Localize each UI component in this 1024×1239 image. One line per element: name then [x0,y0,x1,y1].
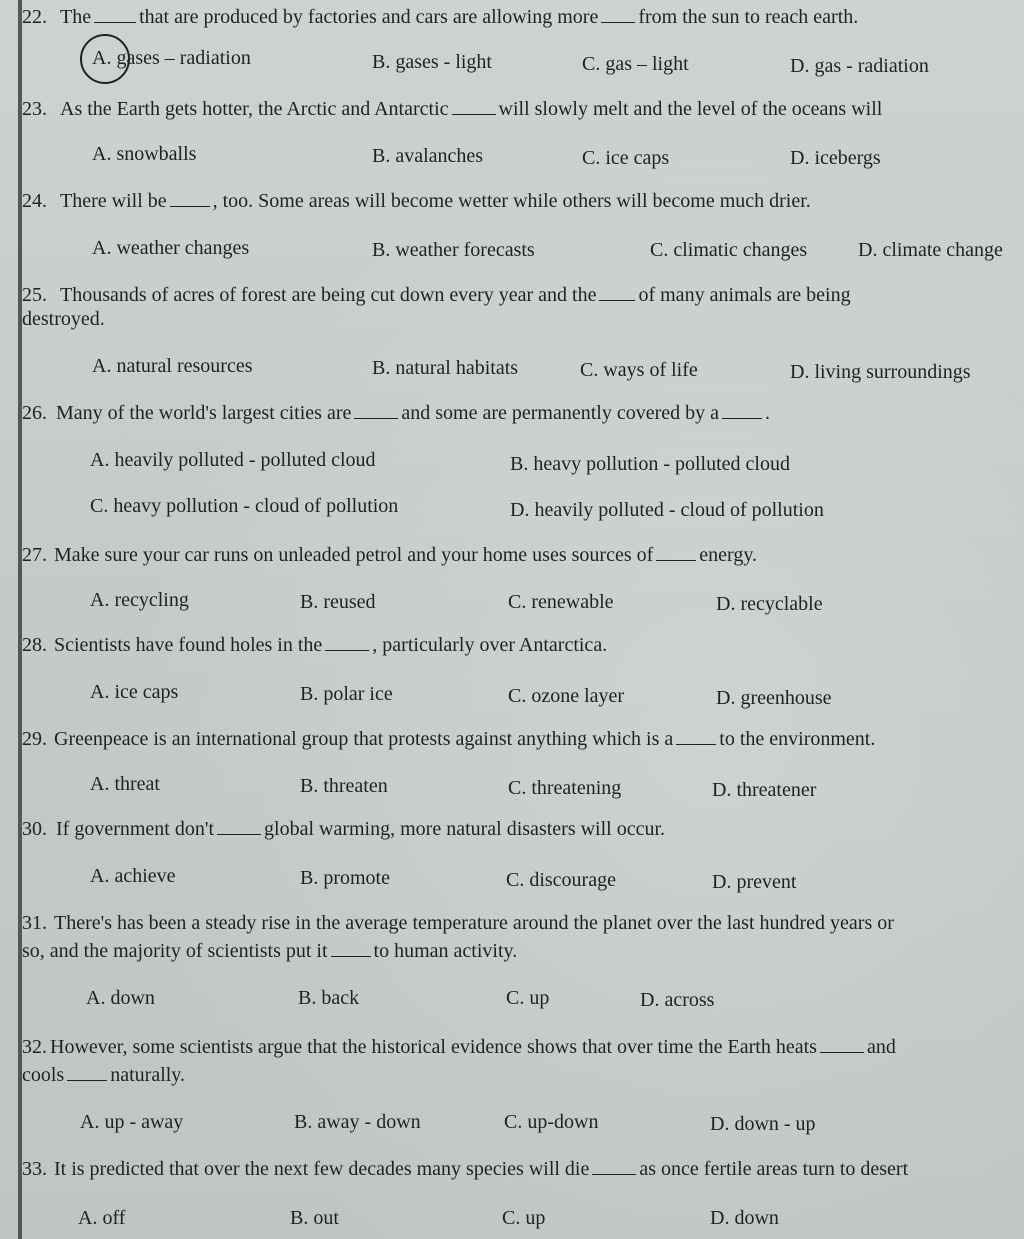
option-d: D. recyclable [716,593,823,615]
option-d: D. greenhouse [716,687,832,709]
option-c: C. heavy pollution - cloud of pollution [90,495,399,517]
question-continuation: cools naturally. [22,1064,186,1086]
option-b: B. threaten [300,775,388,797]
option-a: A. snowballs [92,143,197,165]
option-b: B. back [298,987,360,1009]
question-stem: The that are produced by factories and cars are allowing more from the sun to reach earth. [60,6,859,28]
answer-blank [601,4,635,23]
option-c: C. discourage [506,869,616,891]
answer-blank [599,282,635,301]
answer-blank [331,938,371,957]
option-b: B. avalanches [372,145,484,167]
option-b: B. promote [300,867,390,889]
option-c: C. renewable [508,591,614,613]
option-c: C. ozone layer [508,685,625,707]
option-c: C. climatic changes [650,239,808,261]
question-number: 23. [22,98,47,120]
option-b: B. out [290,1207,339,1229]
answer-blank [820,1034,864,1053]
option-a: A. ice caps [90,681,179,703]
option-d: D. threatener [712,779,817,801]
option-c: C. ways of life [580,359,698,381]
option-d: D. across [640,989,715,1011]
answer-blank [325,632,369,651]
question-stem: As the Earth gets hotter, the Arctic and Antarctic will slowly melt and the level of the oceans will [60,98,883,120]
answer-blank [217,816,261,835]
question-stem: It is predicted that over the next few decades many species will die as once fertile areas turn to desert [54,1158,909,1180]
question-number: 29. [22,728,47,750]
option-c: C. ice caps [582,147,670,169]
question-stem: However, some scientists argue that the historical evidence shows that over time the Earth heats and [50,1036,896,1058]
question-stem: Scientists have found holes in the , particularly over Antarctica. [54,634,608,656]
option-a: A. recycling [90,589,189,611]
option-a: A. threat [90,773,160,795]
answer-blank [592,1156,636,1175]
answer-blank [676,726,716,745]
question-number: 33. [22,1158,47,1180]
question-stem: There's has been a steady rise in the average temperature around the planet over the last hundred years or [54,912,894,934]
answer-blank [170,188,210,207]
option-d: D. living surroundings [790,361,971,383]
question-stem: There will be , too. Some areas will become wetter while others will become much drier. [60,190,811,212]
option-a: A. down [86,987,155,1009]
answer-blank [452,96,496,115]
question-number: 25. [22,284,47,306]
option-d: D. climate change [858,239,1003,261]
option-c: C. threatening [508,777,622,799]
option-d: D. icebergs [790,147,881,169]
option-b: B. natural habitats [372,357,519,379]
option-d: D. down [710,1207,779,1229]
answer-blank [722,400,762,419]
question-number: 30. [22,818,47,840]
question-continuation: destroyed. [22,308,105,330]
option-a: A. achieve [90,865,176,887]
question-number: 24. [22,190,47,212]
option-d: D. gas - radiation [790,55,929,77]
option-a: A. heavily polluted - polluted cloud [90,449,376,471]
option-c: C. up [506,987,550,1009]
answer-blank [354,400,398,419]
question-stem: If government don't global warming, more natural disasters will occur. [56,818,666,840]
option-c: C. gas – light [582,53,689,75]
question-number: 31. [22,912,47,934]
answer-blank [656,542,696,561]
option-a: A. off [78,1207,126,1229]
option-d: D. prevent [712,871,797,893]
answer-blank [67,1062,107,1081]
question-number: 27. [22,544,47,566]
question-stem: Make sure your car runs on unleaded petrol and your home uses sources of energy. [54,544,758,566]
option-b: B. away - down [294,1111,421,1133]
option-b: B. weather forecasts [372,239,535,261]
option-c: C. up-down [504,1111,599,1133]
option-b: B. reused [300,591,376,613]
question-number: 28. [22,634,47,656]
option-a: A. up - away [80,1111,184,1133]
answer-blank [94,4,136,23]
option-a: A. weather changes [92,237,250,259]
question-stem: Thousands of acres of forest are being cut down every year and the of many animals are being [60,284,851,306]
option-b: B. polar ice [300,683,393,705]
option-d: D. heavily polluted - cloud of pollution [510,499,824,521]
question-stem: Many of the world's largest cities are and some are permanently covered by a . [56,402,771,424]
question-stem: Greenpeace is an international group that protests against anything which is a to the environment. [54,728,876,750]
option-a: A. natural resources [92,355,253,377]
question-number: 32. [22,1036,47,1058]
question-number: 26. [22,402,47,424]
option-c: C. up [502,1207,546,1229]
question-number: 22. [22,6,47,28]
option-b: B. gases - light [372,51,492,73]
option-a: A. gases – radiation [92,47,251,69]
option-b: B. heavy pollution - polluted cloud [510,453,790,475]
option-d: D. down - up [710,1113,816,1135]
question-continuation: so, and the majority of scientists put it to human activity. [22,940,518,962]
